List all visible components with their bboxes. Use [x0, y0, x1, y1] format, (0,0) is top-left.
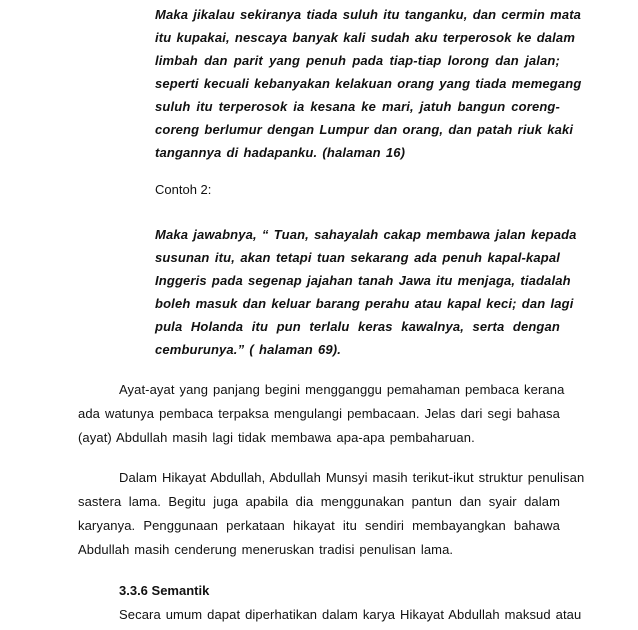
example-label: Contoh 2: [155, 182, 212, 197]
quote-1-line: tangannya di hadapanku. (halaman 16) [155, 145, 406, 160]
quote-1-line: itu kupakai, nescaya banyak kali sudah aku terperosok ke dalam [155, 30, 576, 45]
paragraph-line: Dalam Hikayat Abdullah, Abdullah Munsyi masih terikut-ikut struktur penulisan [119, 470, 585, 485]
paragraph-line: karyanya. Penggunaan perkataan hikayat itu sendiri membayangkan bahawa [78, 518, 560, 533]
quote-2-line: Maka jawabnya, “ Tuan, sahayalah cakap membawa jalan kepada [155, 227, 577, 242]
quote-1-line: coreng berlumur dengan Lumpur dan orang, dan patah riuk kaki [155, 122, 574, 137]
paragraph-line: Ayat-ayat yang panjang begini mengganggu pemahaman pembaca kerana [119, 382, 565, 397]
quote-2-line: Inggeris pada segenap jajahan tanah Jawa itu menjaga, tiadalah [155, 273, 571, 288]
quote-2-line: cemburunya.” ( halaman 69). [155, 342, 341, 357]
quote-2-line: pula Holanda itu pun terlalu keras kawalnya, serta dengan [155, 319, 560, 334]
paragraph-line: Secara umum dapat diperhatikan dalam karya Hikayat Abdullah maksud atau [119, 607, 582, 622]
quote-1-line: suluh itu terperosok ia kesana ke mari, jatuh bangun coreng- [155, 99, 560, 114]
paragraph-line: (ayat) Abdullah masih lagi tidak membawa apa-apa pembaharuan. [78, 430, 475, 445]
quote-1-line: limbah dan parit yang penuh pada tiap-tiap lorong dan jalan; [155, 53, 560, 68]
paragraph-line: ada watunya pembaca terpaksa mengulangi pembacaan. Jelas dari segi bahasa [78, 406, 560, 421]
quote-1-line: Maka jikalau sekiranya tiada suluh itu tanganku, dan cermin mata [155, 7, 582, 22]
paragraph-line: sastera lama. Begitu juga apabila dia menggunakan pantun dan syair dalam [78, 494, 560, 509]
paragraph-line: Abdullah masih cenderung meneruskan tradisi penulisan lama. [78, 542, 454, 557]
quote-2-line: boleh masuk dan keluar barang perahu atau kapal keci; dan lagi [155, 296, 574, 311]
quote-2-line: susunan itu, akan tetapi tuan sekarang ada penuh kapal-kapal [155, 250, 560, 265]
quote-1-line: seperti kecuali kebanyakan kelakuan orang yang tiada memegang [155, 76, 582, 91]
section-heading: 3.3.6 Semantik [119, 583, 210, 598]
